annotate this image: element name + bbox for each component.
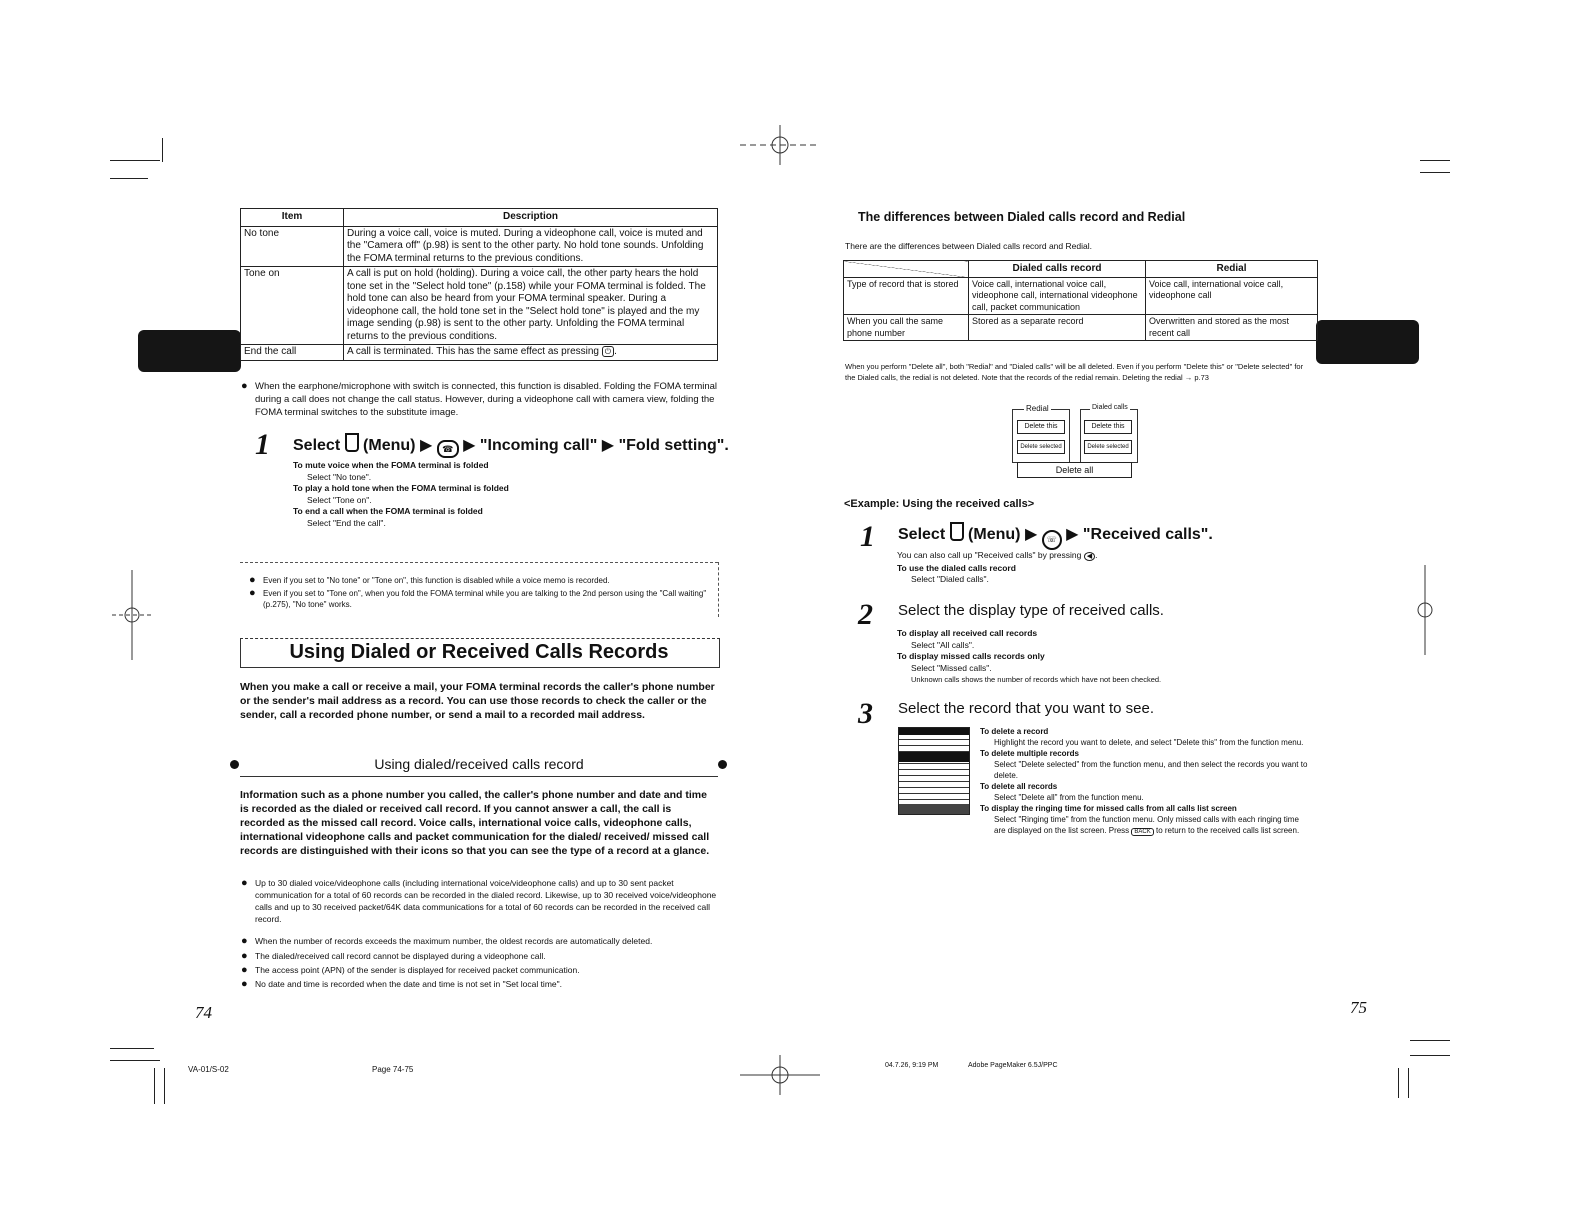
end-call-text: A call is terminated. This has the same effect as pressing <box>347 346 599 357</box>
crop-mark <box>110 1048 154 1049</box>
footer-timestamp: 04.7.26, 9:19 PM <box>885 1062 939 1069</box>
end-key-icon: ⏻ <box>602 346 614 357</box>
step3-options <box>980 726 1310 838</box>
crop-mark <box>110 1060 160 1061</box>
diff-note: When you perform "Delete all", both "Redial" and "Dialed calls" will be all deleted. Even if you perform "Delete this" or "Delete selected" for the Dialed calls, the redial is not deleted. Note that the records of the redial remain. Deleting the redial → p.73 <box>845 362 1304 382</box>
table-row <box>844 315 1318 341</box>
table-row <box>241 345 718 361</box>
delete-diagram <box>1010 404 1140 486</box>
table-cell-item: No tone <box>241 226 344 267</box>
sub-head: To end a call when the FOMA terminal is folded <box>293 506 483 516</box>
registration-mark-bottom <box>740 1055 820 1095</box>
diff-header-redial: Redial <box>1146 261 1318 278</box>
info-bullet: ● When the number of records exceeds the maximum number, the oldest records are automatically deleted. <box>241 935 735 947</box>
sub-head: To display missed calls records only <box>897 651 1045 661</box>
table-row <box>241 226 718 267</box>
note-item: ● Even if you set to "Tone on", when you fold the FOMA terminal while you are talking to the 2nd person using the "Call waiting" (p.275), "No tone" works. <box>249 588 723 610</box>
crop-mark <box>1410 1055 1450 1056</box>
redial-label: Redial <box>1026 404 1049 413</box>
fold-setting-table <box>240 208 718 361</box>
back-key-icon: BACK <box>1131 828 1153 836</box>
dialed-label: Dialed calls <box>1092 404 1128 411</box>
redial-group <box>1012 409 1070 463</box>
table-row <box>844 277 1318 315</box>
diff-row-label: When you call the same phone number <box>844 315 969 341</box>
sub-body: Select "All calls". <box>911 639 975 650</box>
delete-selected-button[interactable]: Delete selected <box>1084 440 1132 454</box>
sub-body: Select "Delete all" from the function menu. <box>994 793 1144 802</box>
sub-body: Select "Tone on". <box>307 494 372 505</box>
note-box-top-rule <box>240 562 718 563</box>
diff-table <box>843 260 1318 341</box>
step-received-text: "Received calls". <box>1082 526 1213 543</box>
crop-mark <box>1408 1068 1409 1098</box>
crop-mark <box>1420 172 1450 173</box>
crop-mark <box>1398 1068 1399 1098</box>
diff-cell-redial: Overwritten and stored as the most recent call <box>1146 315 1318 341</box>
step-title: Select the display type of received calls. <box>898 602 1164 619</box>
crop-mark <box>1420 160 1450 161</box>
sub-body: Select "No tone". <box>307 471 372 482</box>
sub-body: Highlight the record you want to delete, and select "Delete this" from the function menu. <box>994 738 1304 747</box>
arrow-icon: ▶ <box>1024 526 1038 543</box>
sub-head: To play a hold tone when the FOMA terminal is folded <box>293 483 509 493</box>
diff-cell-dialed: Voice call, international voice call, videophone call, international videophone call, packet communication <box>969 277 1146 315</box>
sub-head: To display all received call records <box>897 628 1038 638</box>
diff-title: The differences between Dialed calls record and Redial <box>858 210 1186 224</box>
sub-body: Select "Missed calls". <box>911 662 992 673</box>
return-text: to return to the received calls list screen. <box>1156 826 1300 835</box>
diff-header-dialed: Dialed calls record <box>969 261 1146 278</box>
info-bullet: ● The dialed/received call record cannot be displayed during a videophone call. <box>241 950 727 962</box>
phone-screen-thumbnail <box>898 727 970 815</box>
index-tab-right <box>1316 320 1419 364</box>
example-title: <Example: Using the received calls> <box>844 498 1035 510</box>
subsection-rule <box>240 776 718 777</box>
crop-mark <box>110 160 160 161</box>
step-number: 1 <box>255 428 270 461</box>
step-title <box>898 522 1213 550</box>
step-number: 1 <box>860 520 875 553</box>
crop-mark <box>162 138 163 162</box>
subsection-intro: Information such as a phone number you called, the caller's phone number and date and time is recorded as the dialed or received call record. If you cannot answer a call, the call is recorded as the missed call record. Voice calls, international voice calls, videophone calls, international videophone calls and packet communication for the dialed/ received/ missed call records are distinguished with their icons so that you can see the type of a record at a glance. <box>240 789 710 857</box>
sub-head: To delete all records <box>980 782 1058 791</box>
registration-mark-left <box>112 570 152 660</box>
screen-highlight-row <box>899 752 969 762</box>
table-cell-description: A call is terminated. This has the same effect as pressing ⏻ . <box>344 345 718 361</box>
sub-body: Select "Delete selected" from the function menu, and then select the records you want to delete. <box>994 760 1308 780</box>
note-item: ● Even if you set to "No tone" or "Tone on", this function is disabled while a voice memo is recorded. <box>249 575 723 586</box>
delete-this-button[interactable]: Delete this <box>1017 420 1065 434</box>
registration-mark-right <box>1405 565 1445 655</box>
sub-head: To display the ringing time for missed calls from all calls list screen <box>980 804 1237 813</box>
info-bullet: ● The access point (APN) of the sender is displayed for received packet communication. <box>241 964 727 976</box>
table-header-description: Description <box>344 209 718 227</box>
diff-cell-dialed: Stored as a separate record <box>969 315 1146 341</box>
delete-selected-button[interactable]: Delete selected <box>1017 440 1065 454</box>
step-sub-options <box>293 460 693 529</box>
table-cell-description: A call is put on hold (holding). During a voice call, the other party hears the hold tone set in the "Select hold tone" (p.158) while your FOMA terminal is folded. The hold tone can also be heard from your FOMA terminal speaker. During a videophone call, the hold tone set in the "Select hold tone" is played and the my image sending (p.98) is sent to the other party. Unfolding the FOMA terminal returns to the previous conditions. <box>344 267 718 345</box>
info-bullet: ● No date and time is recorded when the date and time is not set in "Set local time". <box>241 978 727 990</box>
delete-this-button[interactable]: Delete this <box>1084 420 1132 434</box>
step-title: Select the record that you want to see. <box>898 700 1154 717</box>
subsection-title: Using dialed/received calls record <box>374 756 584 772</box>
diff-cell-redial: Voice call, international voice call, videophone call <box>1146 277 1318 315</box>
step-sub-options: You can also call up "Received calls" by pressing ◀ . To use the dialed calls record Select "Dialed calls". <box>897 550 1297 586</box>
sub-body: Unknown calls shows the number of records which have not been checked. <box>911 675 1162 684</box>
screen-title-bar <box>899 728 969 735</box>
sub-head: To delete multiple records <box>980 749 1079 758</box>
earphone-note: ● When the earphone/microphone with switch is connected, this function is disabled. Folding the FOMA terminal during a call does not change the call status. However, during a videophone call with camera view, folding the FOMA terminal switches to the substitute image. <box>241 380 720 419</box>
diff-table-corner <box>844 261 969 278</box>
table-row <box>241 267 718 345</box>
table-header-item: Item <box>241 209 344 227</box>
call-settings-icon: ☎ <box>437 440 459 458</box>
step-menu-text: (Menu) <box>968 526 1021 543</box>
registration-mark-top <box>740 125 820 165</box>
step-title <box>293 433 729 458</box>
crop-mark <box>154 1068 155 1104</box>
sub-line: You can also call up "Received calls" by pressing <box>897 550 1082 560</box>
crop-mark <box>1410 1040 1450 1041</box>
table-cell-item: End the call <box>241 345 344 361</box>
footer-page-range: Page 74-75 <box>372 1065 414 1074</box>
screen-softkey-bar <box>899 804 969 814</box>
diff-row-label: Type of record that is stored <box>844 277 969 315</box>
sub-body: Select "End the call". <box>307 517 386 528</box>
subsection-bullet-left <box>230 760 239 769</box>
menu-key-icon <box>950 522 964 541</box>
step-number: 2 <box>858 598 873 631</box>
sub-head: To mute voice when the FOMA terminal is folded <box>293 460 489 470</box>
sub-body: Select "Dialed calls". <box>911 574 989 584</box>
menu-key-icon <box>345 433 359 452</box>
sub-body <box>980 814 1310 838</box>
arrow-icon: ▶ <box>419 437 433 454</box>
step-incoming-text: "Incoming call" <box>479 437 598 454</box>
footer-file-code: VA-01/S-02 <box>188 1065 229 1074</box>
crop-mark <box>164 1068 165 1104</box>
info-bullet: ● Up to 30 dialed voice/videophone calls (including international voice/videophone calls) and up to 30 sent packet communication for a total of 60 records can be recorded in the dialed record. Likewise, up to 30 received voice/videophone calls and up to 30 received packet/64K data communications for a total of 60 records can be recorded in the received call record. <box>241 877 727 925</box>
ringing-time-text: Select "Ringing time" from the function menu. Only missed calls with each ringing time are displayed on the list screen. Press <box>994 815 1299 835</box>
received-key-icon: ◀ <box>1084 552 1095 561</box>
arrow-icon: ▶ <box>1066 526 1079 543</box>
step-select-text: Select <box>293 437 341 454</box>
step-sub-options <box>897 628 1297 686</box>
step-fold-text: "Fold setting". <box>618 437 729 454</box>
call-record-icon: ☏ <box>1042 530 1062 550</box>
section-intro: When you make a call or receive a mail, your FOMA terminal records the caller's phone number or the sender's mail address as a record. You can use those records to check the caller or the sender, call a recorded phone number, or send a mail to a recorded mail address. <box>240 681 715 721</box>
diff-intro: There are the differences between Dialed calls record and Redial. <box>845 241 1092 251</box>
step-menu-text: (Menu) <box>363 437 416 454</box>
step-number: 3 <box>858 697 873 730</box>
sub-head: To use the dialed calls record <box>897 562 1016 573</box>
page-number-right: 75 <box>1350 998 1367 1017</box>
table-cell-item: Tone on <box>241 267 344 345</box>
page-number-left: 74 <box>195 1003 212 1022</box>
index-tab-left <box>138 330 241 372</box>
delete-all-button[interactable]: Delete all <box>1017 462 1132 478</box>
sub-head: To delete a record <box>980 727 1049 736</box>
footer-software: Adobe PageMaker 6.5J/PPC <box>968 1062 1058 1069</box>
table-cell-description: During a voice call, voice is muted. During a videophone call, voice is muted and the "Camera off" (p.98) is sent to the other party. No hold tone sounds. Unfolding the FOMA terminal returns to the previous conditions. <box>344 226 718 267</box>
section-title: Using Dialed or Received Calls Records <box>289 641 669 663</box>
arrow-icon: ▶ <box>463 437 476 454</box>
arrow-icon: ▶ <box>601 437 615 454</box>
dialed-group <box>1080 409 1138 463</box>
subsection-bullet-right <box>718 760 727 769</box>
step-select-text: Select <box>898 526 946 543</box>
crop-mark <box>110 178 148 179</box>
